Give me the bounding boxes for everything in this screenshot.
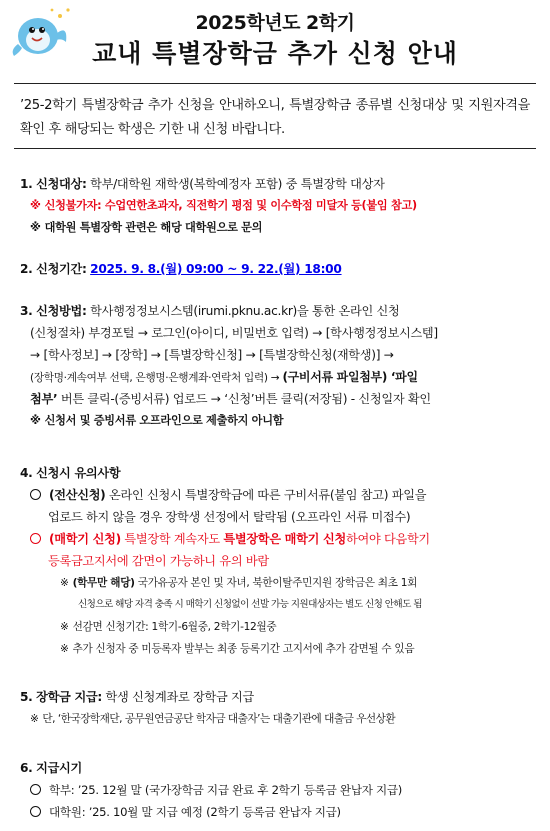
- procedure-line: 버튼 클릭-(증빙서류) 업로드 → ‘신청’버튼 클릭(저장됨) - 신청일자 확인: [57, 392, 431, 406]
- note-text: 선감면 신청기간: 1학기-6월중, 2학기-12월중: [72, 621, 277, 633]
- section-heading: 신청대상:: [36, 177, 87, 191]
- note-bold: (학무만 해당): [72, 577, 135, 589]
- section-heading: 신청기간:: [36, 262, 87, 276]
- procedure-bold: 첨부’: [30, 392, 58, 406]
- section-heading: 장학금 지급:: [36, 690, 102, 704]
- section-period: [20, 258, 532, 280]
- section-heading: 지급시기: [36, 761, 82, 775]
- bullet-text: 하여야 다음학기: [346, 532, 430, 546]
- graduate-note: 대학원 특별장학 관련은 해당 대학원으로 문의: [44, 221, 263, 234]
- circle-bullet-icon: [30, 489, 41, 500]
- note-mark: ※: [30, 414, 41, 427]
- divider-top: [14, 83, 536, 84]
- divider-bottom: [14, 148, 536, 149]
- section-number: 1.: [20, 177, 33, 191]
- section-number: 3.: [20, 304, 33, 318]
- bullet-text: 등록금고지서에 감면이 가능하니 유의 바람: [48, 554, 269, 568]
- note-mark: ※: [60, 577, 69, 589]
- note-mark: ※: [60, 621, 69, 633]
- bullet-bold: 특별장학은 매학기 신청: [223, 532, 346, 546]
- circle-bullet-icon: [30, 533, 41, 544]
- loan-note: 단, ‘한국장학재단, 공무원연금공단 학자금 대출자’는 대출기관에 대출금 우선상환: [42, 713, 396, 725]
- page-title: 교내 특별장학금 추가 신청 안내: [92, 39, 458, 68]
- section-payment: [20, 686, 532, 730]
- application-period: 2025. 9. 8.(월) 09:00 ~ 9. 22.(월) 18:00: [90, 262, 342, 276]
- section-number: 6.: [20, 761, 33, 775]
- note-text: 추가 신청자 중 미등록자 발부는 최종 등록기간 고지서에 추가 감면될 수 있음: [72, 643, 415, 655]
- section-number: 2.: [20, 262, 33, 276]
- intro-paragraph: ’25-2학기 특별장학금 추가 신청을 안내하오니, 특별장학금 종류별 신청대상 및 지원자격을 확인 후 해당되는 학생은 기한 내 신청 바랍니다.: [20, 98, 530, 137]
- circle-bullet-icon: [30, 784, 41, 795]
- section-text: 학생 신청계좌로 장학금 지급: [101, 690, 254, 704]
- note-mark: ※: [60, 643, 69, 655]
- section-payment-schedule: [20, 757, 532, 823]
- section-text: 학사행정정보시스템(irumi.pknu.ac.kr)을 통한 온라인 신청: [86, 304, 400, 318]
- section-number: 4.: [20, 466, 33, 480]
- undergrad-schedule: 학부: ’25. 12월 말 (국가장학금 지급 완료 후 2학기 등록금 완납자 지급): [49, 783, 403, 797]
- circle-bullet-icon: [30, 806, 41, 817]
- section-text: 학부/대학원 재학생(복학예정자 포함) 중 특별장학 대상자: [86, 177, 385, 191]
- section-heading: 신청방법:: [36, 304, 87, 318]
- bullet-bold: (매학기 신청): [49, 532, 121, 546]
- section-method: [20, 300, 532, 432]
- procedure-line: (신청절차) 부경포털 → 로그인(아이디, 비밀번호 입력) → [학사행정정보시스템]: [30, 326, 438, 340]
- section-heading: 신청시 유의사항: [36, 466, 121, 480]
- offline-note: 신청서 및 증빙서류 오프라인으로 제출하지 아니함: [44, 414, 284, 427]
- bullet-text: 특별장학 계속자도: [120, 532, 224, 546]
- section-eligibility: [20, 173, 532, 239]
- section-number: 5.: [20, 690, 33, 704]
- page-subtitle: 2025학년도 2학기: [195, 12, 355, 34]
- note-mark: ※: [30, 221, 41, 234]
- procedure-line: (장학명·계속여부 선택, 은행명·은행계좌·연락처 입력) →: [30, 372, 283, 384]
- graduate-schedule: 대학원: ’25. 10월 말 지급 예정 (2학기 등록금 완납자 지급): [49, 805, 341, 819]
- bullet-bold: (전산신청): [49, 488, 106, 502]
- procedure-line: → [학사정보] → [장학] → [특별장학신청] → [특별장학신청(재학생)] →: [30, 348, 394, 362]
- ineligible-note: 신청불가자: 수업연한초과자, 직전학기 평점 및 이수학점 미달자 등(붙임 참고): [44, 199, 417, 212]
- section-precautions: [20, 462, 532, 660]
- note-text: 신청으로 해당 자격 충족 시 매학기 신청없이 선발 가능 지원대상자는 별도 신청 안해도 됨: [78, 599, 422, 610]
- note-text: 국가유공자 본인 및 자녀, 북한이탈주민지원 장학금은 최초 1회: [134, 577, 418, 589]
- note-mark: ※: [30, 713, 39, 725]
- bullet-text: 업로드 하지 않을 경우 장학생 선정에서 탈락됨 (오프라인 서류 미접수): [48, 510, 411, 524]
- procedure-bold: (구비서류 파일첨부) ‘파일: [282, 370, 418, 384]
- note-mark: ※: [30, 199, 41, 212]
- bullet-text: 온라인 신청시 특별장학금에 따른 구비서류(붙임 참고) 파일을: [105, 488, 427, 502]
